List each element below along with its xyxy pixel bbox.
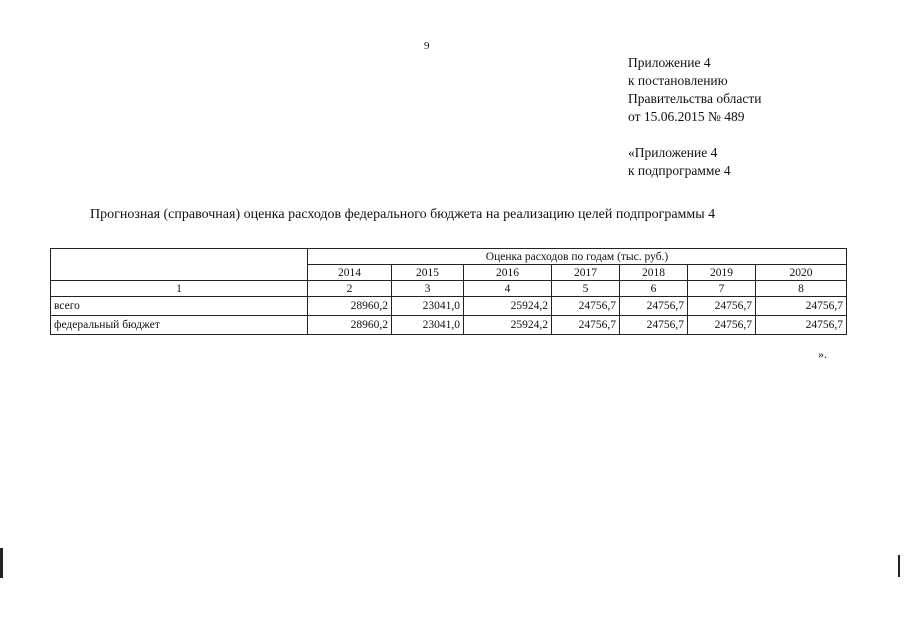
scan-margin-mark [898, 555, 900, 577]
column-number-cell: 7 [688, 281, 756, 297]
value-cell: 24756,7 [756, 316, 847, 335]
column-number-cell: 4 [464, 281, 552, 297]
column-number-cell: 2 [308, 281, 392, 297]
column-number-row [51, 281, 847, 297]
closing-quote: ». [818, 347, 827, 361]
year-cell: 2015 [392, 265, 464, 281]
annex-header [628, 54, 761, 180]
value-cell: 25924,2 [464, 297, 552, 316]
value-cell: 24756,7 [688, 297, 756, 316]
value-cell: 24756,7 [756, 297, 847, 316]
empty-header-cell [51, 249, 308, 281]
value-cell: 25924,2 [464, 316, 552, 335]
scan-margin-mark [0, 548, 3, 578]
column-number-cell: 1 [51, 281, 308, 297]
group-header-cell: Оценка расходов по годам (тыс. руб.) [308, 249, 847, 265]
year-cell: 2017 [552, 265, 620, 281]
table-row [51, 297, 847, 316]
value-cell: 24756,7 [688, 316, 756, 335]
value-cell: 23041,0 [392, 297, 464, 316]
value-cell: 23041,0 [392, 316, 464, 335]
annex-line: к постановлению [628, 73, 728, 88]
column-number-cell: 6 [620, 281, 688, 297]
year-cell: 2016 [464, 265, 552, 281]
annex-quote-line: «Приложение 4 [628, 145, 718, 160]
column-number-cell: 3 [392, 281, 464, 297]
annex-quote-line: к подпрограмме 4 [628, 163, 731, 178]
budget-table [50, 248, 847, 335]
table-header-row [51, 249, 847, 265]
year-cell: 2018 [620, 265, 688, 281]
column-number-cell: 5 [552, 281, 620, 297]
annex-line: Приложение 4 [628, 55, 711, 70]
year-cell: 2014 [308, 265, 392, 281]
value-cell: 24756,7 [620, 297, 688, 316]
value-cell: 24756,7 [552, 297, 620, 316]
annex-line: от 15.06.2015 № 489 [628, 109, 745, 124]
row-label: всего [51, 297, 308, 316]
column-number-cell: 8 [756, 281, 847, 297]
table-row [51, 316, 847, 335]
document-title: Прогнозная (справочная) оценка расходов федерального бюджета на реализацию целей подпрограммы 4 [90, 207, 716, 222]
row-label: федеральный бюджет [51, 316, 308, 335]
value-cell: 28960,2 [308, 297, 392, 316]
annex-line: Правительства области [628, 91, 762, 106]
year-cell: 2020 [756, 265, 847, 281]
page-number: 9 [424, 40, 430, 52]
value-cell: 28960,2 [308, 316, 392, 335]
value-cell: 24756,7 [620, 316, 688, 335]
value-cell: 24756,7 [552, 316, 620, 335]
year-cell: 2019 [688, 265, 756, 281]
